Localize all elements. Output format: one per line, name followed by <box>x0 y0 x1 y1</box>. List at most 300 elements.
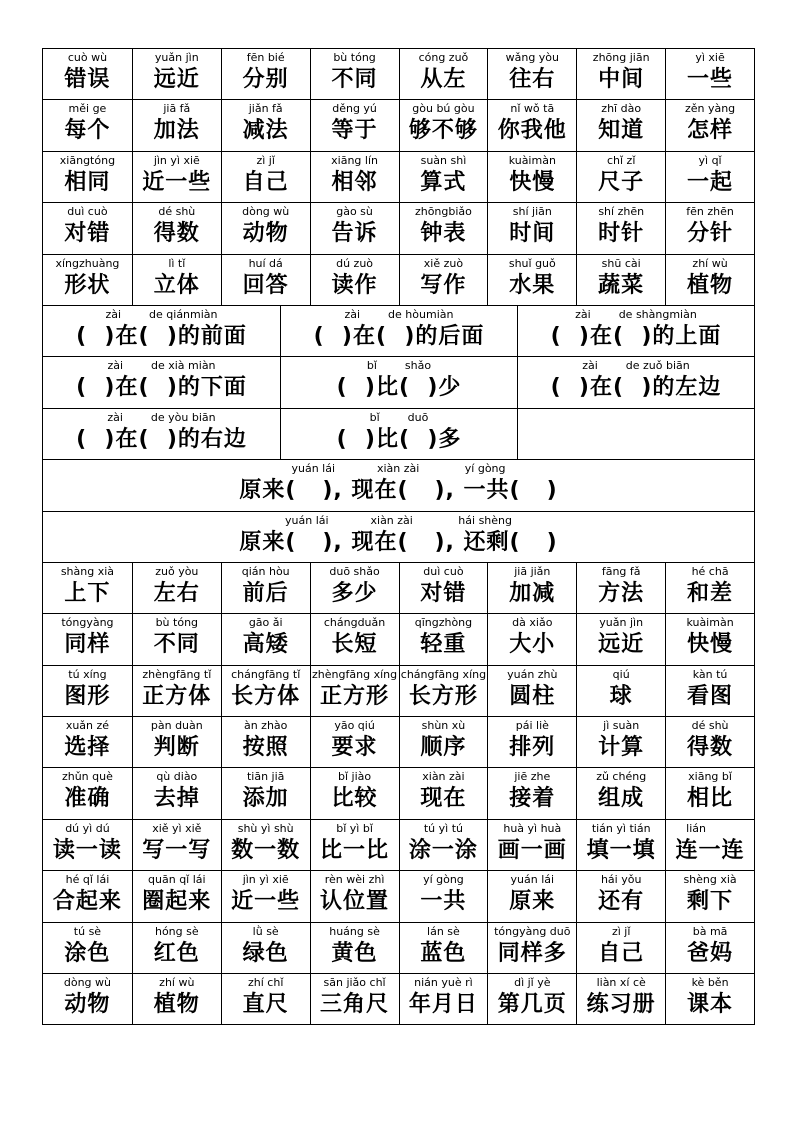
pinyin-text: bà mā <box>692 924 728 938</box>
pinyin-text: dé shù <box>158 205 196 219</box>
vocab-cell <box>517 306 754 356</box>
hanzi-text: ( )在( )的后面 <box>313 323 485 349</box>
pinyin-text: shū cài <box>601 256 641 270</box>
hanzi-text: 相比 <box>687 786 734 812</box>
pinyin-text: sān jiǎo chǐ <box>323 976 386 990</box>
pinyin-text: dú yì dú <box>65 821 110 835</box>
vocab-cell <box>665 203 754 253</box>
vocab-cell <box>43 306 280 356</box>
hanzi-text: 还有 <box>598 889 645 915</box>
vocab-cell <box>665 152 754 202</box>
pinyin-text: yāo qiú <box>334 719 375 733</box>
hanzi-text: 涂一涂 <box>408 837 478 863</box>
pinyin-text: kuàimàn <box>686 616 734 630</box>
hanzi-text: 接着 <box>509 786 556 812</box>
pinyin-text: dé shù <box>691 719 729 733</box>
hanzi-text: 计算 <box>598 735 645 761</box>
pinyin-text: qīngzhòng <box>414 616 473 630</box>
vocab-cell <box>399 820 488 870</box>
pinyin-text: huí dá <box>248 256 283 270</box>
hanzi-text: 课本 <box>687 992 734 1018</box>
hanzi-text: 上下 <box>64 580 111 606</box>
hanzi-text: 第几页 <box>497 992 567 1018</box>
hanzi-text: 排列 <box>509 735 556 761</box>
hanzi-text: 正方体 <box>142 683 212 709</box>
table-row <box>43 973 754 1024</box>
pinyin-text: xiāng lín <box>331 153 378 167</box>
table-row <box>43 870 754 921</box>
hanzi-text: 分别 <box>242 67 289 92</box>
hanzi-text: 写作 <box>420 272 467 298</box>
hanzi-text: 长方体 <box>231 683 301 709</box>
pinyin-text: hé chā <box>691 564 729 578</box>
hanzi-text: 植物 <box>153 992 200 1018</box>
vocab-cell <box>487 203 576 253</box>
hanzi-text: ( )比( )少 <box>336 375 462 401</box>
hanzi-text: 尺子 <box>598 169 645 195</box>
vocab-cell <box>132 563 221 613</box>
hanzi-text: 快慢 <box>687 632 734 658</box>
vocab-cell <box>576 768 665 818</box>
pinyin-text: gào sù <box>336 205 373 219</box>
vocab-cell <box>280 409 517 459</box>
vocab-cell <box>665 871 754 921</box>
pinyin-text: fēn bié <box>246 51 285 64</box>
hanzi-text: 年月日 <box>408 992 478 1018</box>
hanzi-text: 动物 <box>242 221 289 247</box>
hanzi-text: 左右 <box>153 580 200 606</box>
hanzi-text: 轻重 <box>420 632 467 658</box>
vocab-cell <box>487 614 576 664</box>
vocab-cell <box>487 820 576 870</box>
vocab-cell <box>132 255 221 305</box>
vocab-cell <box>43 460 754 510</box>
table-row <box>43 49 754 99</box>
hanzi-text: 回答 <box>242 272 289 298</box>
vocab-cell <box>487 871 576 921</box>
vocab-cell <box>43 768 132 818</box>
hanzi-text: 每个 <box>64 118 111 144</box>
hanzi-text: 比一比 <box>320 837 390 863</box>
table-row <box>43 254 754 305</box>
table-row <box>43 767 754 818</box>
pinyin-text: chángduǎn <box>323 616 386 630</box>
vocab-cell <box>487 255 576 305</box>
vocab-cell <box>310 768 399 818</box>
vocab-cell <box>132 820 221 870</box>
vocab-cell <box>43 717 132 767</box>
hanzi-text: 快慢 <box>509 169 556 195</box>
pinyin-text: tiān jiā <box>246 770 285 784</box>
hanzi-text: ( )比( )多 <box>336 426 462 452</box>
vocab-cell <box>132 768 221 818</box>
pinyin-text: yí gòng <box>423 873 464 887</box>
pinyin-text: lán sè <box>427 924 460 938</box>
pinyin-text: kè běn <box>691 976 729 990</box>
hanzi-text: ( )在( )的前面 <box>76 323 247 349</box>
vocab-cell <box>576 923 665 973</box>
table-row <box>43 151 754 202</box>
vocab-cell <box>487 100 576 150</box>
hanzi-text: 直尺 <box>242 992 289 1018</box>
pinyin-text: yì xiē <box>695 51 725 64</box>
pinyin-text: jiā fǎ <box>163 102 191 116</box>
vocab-cell <box>399 152 488 202</box>
table-row <box>43 99 754 150</box>
pinyin-text: xuǎn zé <box>65 719 110 733</box>
pinyin-text: bù tóng <box>333 51 376 64</box>
table-row <box>43 356 754 407</box>
hanzi-text: 往右 <box>509 67 556 92</box>
hanzi-text: 爸妈 <box>687 940 734 966</box>
table-row <box>43 819 754 870</box>
vocab-cell <box>221 49 310 99</box>
table-row <box>43 305 754 356</box>
hanzi-text: 正方形 <box>320 683 390 709</box>
hanzi-text: 圆柱 <box>509 683 556 709</box>
pinyin-text: chángfāng tǐ <box>231 667 301 681</box>
pinyin-text: dòng wù <box>242 205 290 219</box>
vocab-cell <box>43 409 280 459</box>
vocab-cell <box>399 100 488 150</box>
pinyin-text: děng yú <box>332 102 377 116</box>
pinyin-text: nǐ wǒ tā <box>510 102 555 116</box>
pinyin-text: kuàimàn <box>508 153 556 167</box>
vocab-cell <box>221 923 310 973</box>
hanzi-text: 判断 <box>153 735 200 761</box>
vocab-cell <box>221 820 310 870</box>
vocab-cell <box>487 768 576 818</box>
hanzi-text: 得数 <box>153 221 200 247</box>
vocab-cell <box>310 563 399 613</box>
hanzi-text: 顺序 <box>420 735 467 761</box>
pinyin-text: pàn duàn <box>150 719 203 733</box>
pinyin-text: zhī dào <box>601 102 642 116</box>
hanzi-text: 圈起来 <box>142 889 212 915</box>
pinyin-text: tú yì tú <box>423 821 463 835</box>
hanzi-text: 够不够 <box>408 118 478 144</box>
vocab-cell <box>399 717 488 767</box>
table-row <box>43 511 754 562</box>
hanzi-text: 选择 <box>64 735 111 761</box>
pinyin-text: jìn yì xiē <box>153 153 200 167</box>
vocab-cell <box>221 100 310 150</box>
vocab-cell <box>576 152 665 202</box>
hanzi-text: 合起来 <box>52 889 122 915</box>
hanzi-text: 多少 <box>331 580 378 606</box>
hanzi-text: 连一连 <box>675 837 745 863</box>
pinyin-text: qù diào <box>156 770 198 784</box>
vocab-cell <box>43 871 132 921</box>
hanzi-text: 前后 <box>242 580 289 606</box>
vocab-cell <box>665 768 754 818</box>
pinyin-text: shùn xù <box>421 719 466 733</box>
vocab-cell <box>487 974 576 1024</box>
hanzi-text: 等于 <box>331 118 378 144</box>
vocab-cell <box>399 563 488 613</box>
vocab-cell <box>399 974 488 1024</box>
vocab-cell <box>665 923 754 973</box>
hanzi-text: 知道 <box>598 118 645 144</box>
pinyin-text: zhǔn què <box>61 770 113 784</box>
hanzi-text: 图形 <box>64 683 111 709</box>
hanzi-text: 怎样 <box>687 118 734 144</box>
pinyin-text: zhōngbiǎo <box>414 205 472 219</box>
hanzi-text: 同样多 <box>497 940 567 966</box>
hanzi-text: 远近 <box>598 632 645 658</box>
vocab-cell <box>576 49 665 99</box>
pinyin-text: cóng zuǒ <box>418 51 469 64</box>
hanzi-text: 植物 <box>687 272 734 298</box>
vocab-cell <box>310 974 399 1024</box>
pinyin-text: quān qǐ lái <box>148 873 206 887</box>
table-row <box>43 922 754 973</box>
vocab-cell <box>399 666 488 716</box>
vocab-cell <box>665 100 754 150</box>
vocab-cell <box>310 49 399 99</box>
hanzi-text: 剩下 <box>687 889 734 915</box>
hanzi-text: 加减 <box>509 580 556 606</box>
vocab-table <box>42 48 755 1025</box>
hanzi-text: 蔬菜 <box>598 272 645 298</box>
pinyin-text: zǔ chéng <box>596 770 647 784</box>
vocab-cell <box>132 614 221 664</box>
vocab-cell <box>43 923 132 973</box>
pinyin-text: cuò wù <box>67 51 108 64</box>
hanzi-text: 蓝色 <box>420 940 467 966</box>
vocab-cell <box>310 100 399 150</box>
pinyin-text: bù tóng <box>155 616 199 630</box>
hanzi-text: 认位置 <box>320 889 390 915</box>
hanzi-text: 三角尺 <box>320 992 390 1018</box>
pinyin-text: bǐ shǎo <box>366 359 432 373</box>
pinyin-text: hái yǒu <box>600 873 642 887</box>
vocab-cell <box>399 768 488 818</box>
pinyin-text: jì suàn <box>603 719 640 733</box>
vocab-cell <box>576 563 665 613</box>
hanzi-text: 画一画 <box>497 837 567 863</box>
pinyin-text: duì cuò <box>423 564 464 578</box>
pinyin-text: bǐ jiào <box>338 770 372 784</box>
hanzi-text: 去掉 <box>153 786 200 812</box>
hanzi-text: 钟表 <box>420 221 467 247</box>
vocab-cell <box>132 974 221 1024</box>
pinyin-text: yuán lái xiàn zài yí gòng <box>291 462 506 476</box>
hanzi-text: 组成 <box>598 786 645 812</box>
vocab-cell <box>221 717 310 767</box>
hanzi-text: 黄色 <box>331 940 378 966</box>
hanzi-text: 对错 <box>64 221 111 247</box>
hanzi-text: 时针 <box>598 221 645 247</box>
vocab-cell <box>665 717 754 767</box>
pinyin-text: gòu bú gòu <box>412 102 475 116</box>
pinyin-text: nián yuè rì <box>414 976 473 990</box>
vocab-cell <box>310 717 399 767</box>
hanzi-text: 一些 <box>687 67 734 92</box>
table-row <box>43 613 754 664</box>
vocab-cell <box>487 49 576 99</box>
table-row <box>43 562 754 613</box>
pinyin-text: qiú <box>612 667 630 681</box>
hanzi-text: 练习册 <box>586 992 656 1018</box>
pinyin-text: tóngyàng duō <box>494 924 571 938</box>
vocab-cell <box>399 49 488 99</box>
vocab-cell <box>221 563 310 613</box>
vocab-cell <box>487 152 576 202</box>
hanzi-text: 原来( ), 现在( ), 一共( ) <box>239 478 558 504</box>
hanzi-text: 读一读 <box>52 837 122 863</box>
table-row <box>43 716 754 767</box>
pinyin-text: tóngyàng <box>61 616 114 630</box>
hanzi-text: 看图 <box>687 683 734 709</box>
vocab-cell <box>576 717 665 767</box>
hanzi-text: 长短 <box>331 632 378 658</box>
hanzi-text: 分针 <box>687 221 734 247</box>
vocab-cell <box>43 666 132 716</box>
vocab-cell <box>43 203 132 253</box>
hanzi-text: 对错 <box>420 580 467 606</box>
pinyin-text: hóng sè <box>154 924 199 938</box>
pinyin-text: xiě zuò <box>423 256 464 270</box>
pinyin-text: chángfāng xíng <box>400 667 487 681</box>
hanzi-text: 按照 <box>242 735 289 761</box>
vocab-cell <box>310 871 399 921</box>
pinyin-text: xíngzhuàng <box>55 256 120 270</box>
pinyin-text: yuán lái <box>510 873 555 887</box>
vocab-cell <box>665 255 754 305</box>
pinyin-text: qián hòu <box>241 564 290 578</box>
vocab-cell <box>399 923 488 973</box>
pinyin-text: wǎng yòu <box>505 51 560 64</box>
vocab-cell <box>665 820 754 870</box>
vocab-cell <box>280 306 517 356</box>
pinyin-text: yuán zhù <box>507 667 558 681</box>
vocab-cell <box>665 974 754 1024</box>
vocab-cell <box>221 871 310 921</box>
pinyin-text: rèn wèi zhì <box>324 873 385 887</box>
pinyin-text: fēn zhēn <box>686 205 734 219</box>
vocab-cell <box>399 255 488 305</box>
hanzi-text: 读作 <box>331 272 378 298</box>
table-row <box>43 459 754 510</box>
pinyin-text: huà yì huà <box>503 821 562 835</box>
hanzi-text: 时间 <box>509 221 556 247</box>
vocab-cell <box>517 409 754 459</box>
vocab-cell <box>221 203 310 253</box>
hanzi-text: 球 <box>609 683 633 709</box>
vocab-cell <box>576 203 665 253</box>
pinyin-text: zhōng jiān <box>592 51 650 64</box>
pinyin-text: suàn shì <box>420 153 467 167</box>
vocab-cell <box>132 923 221 973</box>
hanzi-text: 相邻 <box>331 169 378 195</box>
hanzi-text: 数一数 <box>231 837 301 863</box>
vocab-cell <box>310 203 399 253</box>
vocab-cell <box>665 49 754 99</box>
table-row <box>43 408 754 459</box>
hanzi-text: 近一些 <box>142 169 212 195</box>
hanzi-text: 原来( ), 现在( ), 还剩( ) <box>239 529 558 555</box>
hanzi-text: 减法 <box>242 118 289 144</box>
vocab-cell <box>132 203 221 253</box>
hanzi-text: 准确 <box>64 786 111 812</box>
hanzi-text: 一起 <box>687 169 734 195</box>
pinyin-text: zài de hòumiàn <box>344 307 454 321</box>
pinyin-text: tián yì tián <box>591 821 651 835</box>
vocab-cell <box>310 923 399 973</box>
pinyin-text: xiě yì xiě <box>152 821 202 835</box>
pinyin-text: shù yì shù <box>237 821 294 835</box>
pinyin-text: zài de yòu biān <box>107 410 216 424</box>
vocab-cell <box>399 203 488 253</box>
hanzi-text: 不同 <box>331 67 378 92</box>
vocab-cell <box>132 871 221 921</box>
vocab-cell <box>576 871 665 921</box>
pinyin-text: bǐ duō <box>369 410 429 424</box>
hanzi-text: 填一填 <box>586 837 656 863</box>
pinyin-text: tú sè <box>73 924 102 938</box>
vocab-cell <box>310 820 399 870</box>
pinyin-text: zhèngfāng tǐ <box>142 667 212 681</box>
pinyin-text: xiāng bǐ <box>688 770 732 784</box>
hanzi-text: 不同 <box>153 632 200 658</box>
vocab-cell <box>132 49 221 99</box>
pinyin-text: zhèngfāng xíng <box>312 667 398 681</box>
hanzi-text: 长方形 <box>408 683 478 709</box>
hanzi-text: 绿色 <box>242 940 289 966</box>
vocab-cell <box>665 666 754 716</box>
vocab-cell <box>221 768 310 818</box>
vocab-cell <box>576 666 665 716</box>
vocab-cell <box>221 614 310 664</box>
vocab-cell <box>221 974 310 1024</box>
pinyin-text: jiā jiǎn <box>514 564 551 578</box>
vocab-cell <box>310 152 399 202</box>
pinyin-text: zěn yàng <box>684 102 736 116</box>
pinyin-text: yuǎn jìn <box>599 616 644 630</box>
hanzi-text: 添加 <box>242 786 289 812</box>
vocab-cell <box>221 152 310 202</box>
vocab-cell <box>310 614 399 664</box>
vocab-cell <box>487 717 576 767</box>
hanzi-text: 远近 <box>153 67 200 92</box>
hanzi-text: 形状 <box>64 272 111 298</box>
hanzi-text: 涂色 <box>64 940 111 966</box>
vocab-cell <box>43 100 132 150</box>
vocab-cell <box>132 152 221 202</box>
hanzi-text: 告诉 <box>331 221 378 247</box>
vocab-cell <box>665 563 754 613</box>
table-row <box>43 202 754 253</box>
vocab-cell <box>221 666 310 716</box>
pinyin-text: àn zhào <box>243 719 288 733</box>
pinyin-text: fāng fǎ <box>601 564 641 578</box>
pinyin-text: hé qǐ lái <box>65 873 110 887</box>
hanzi-text: 要求 <box>331 735 378 761</box>
pinyin-text: shèng xià <box>683 873 737 887</box>
vocab-cell <box>43 512 754 562</box>
pinyin-text: shàng xià <box>60 564 115 578</box>
pinyin-text: chǐ zǐ <box>606 153 636 167</box>
vocab-cell <box>665 614 754 664</box>
vocab-cell <box>576 100 665 150</box>
pinyin-text: měi ge <box>68 102 107 116</box>
hanzi-text: 高矮 <box>242 632 289 658</box>
hanzi-text: 同样 <box>64 632 111 658</box>
pinyin-text: zài de zuǒ biān <box>582 359 690 373</box>
pinyin-text: yuán lái xiàn zài hái shèng <box>285 513 512 527</box>
vocab-cell <box>221 255 310 305</box>
